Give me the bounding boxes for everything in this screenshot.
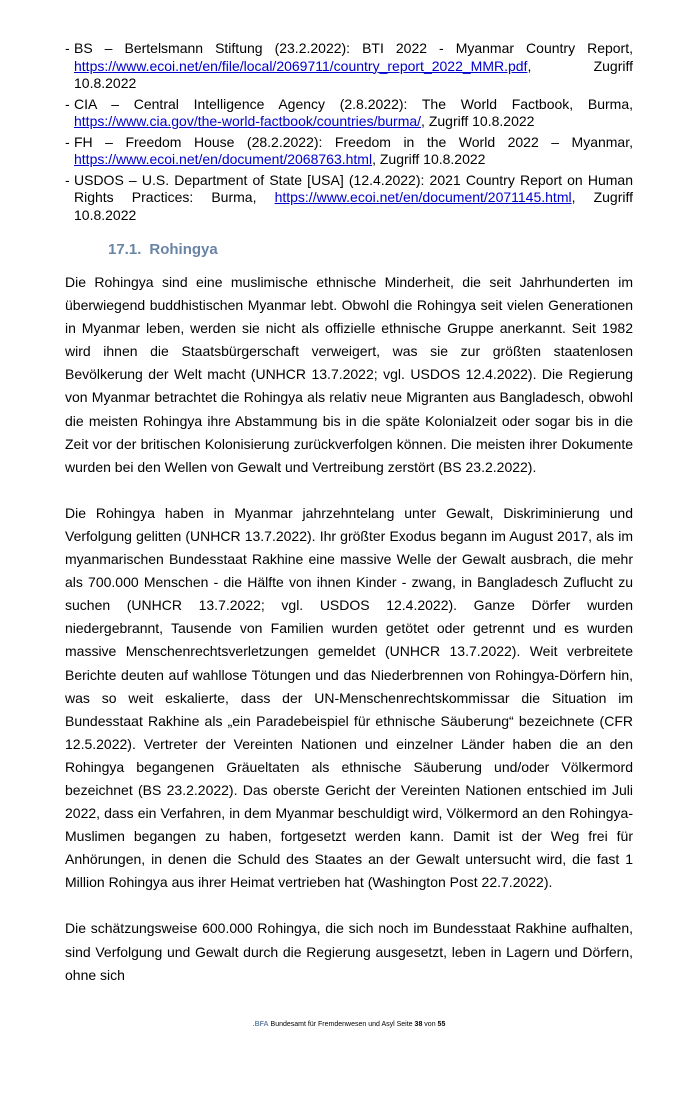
bullet-dash: - [65,133,70,150]
reference-list [65,40,633,227]
bullet-dash: - [65,171,70,188]
bullet-dash: - [65,95,70,112]
reference-access-date: , Zugriff 10.8.2022 [74,57,633,91]
footer-org: Bundesamt für Fremdenwesen und Asyl [270,1020,395,1028]
footer-page-number: 38 [414,1020,423,1028]
reference-item [65,96,633,131]
section-number: 17.1. [108,241,142,258]
reference-access-date: , Zugriff 10.8.2022 [421,113,535,129]
reference-source: FH – Freedom House (28.2.2022): Freedom in the World 2022 – Myanmar, [74,133,633,150]
reference-link[interactable]: https://www.ecoi.net/en/file/local/2069711/country_report_2022_MMR.pdf [74,57,528,74]
page-footer [65,1010,633,1119]
footer-of-label: von [424,1020,436,1028]
body-paragraph: Die schätzungsweise 600.000 Rohingya, die sich noch im Bundesstaat Rakhine aufhalten, sind Verfolgung und Gewalt durch die Regierung ausgesetzt, leben in Lagern und Dörfern, ohne sich [65,920,633,983]
bullet-dash: - [65,40,70,56]
reference-access-date: , Zugriff 10.8.2022 [74,189,634,223]
reference-item [65,40,633,93]
footer-total-pages: 55 [437,1020,446,1028]
reference-item [65,134,633,169]
reference-text [74,134,633,169]
reference-source: BS – Bertelsmann Stiftung (23.2.2022): BTI 2022 - Myanmar Country Report, [74,40,633,56]
body-paragraph: Die Rohingya haben in Myanmar jahrzehntelang unter Gewalt, Diskriminierung und Verfolgung gelitten (UNHCR 13.7.2022). Ihr größter Exodus begann im August 2017, als im myanmarischen Bundesstaat Rakhine eine massive Welle der Gewalt ausbrach, die mehr als 700.000 Menschen - die Hälfte von ihnen Kinder - zwang, in Bangladesch Zuflucht zu suchen (UNHCR 13.7.2022; vgl. USDOS 12.4.2022). Ganze Dörfer wurden niedergebrannt, Tausende von Familien wurden getötet oder getrennt und es wurden massive Menschenrechtsverletzungen gemeldet (UNHCR 13.7.2022). Weit verbreitete Berichte deuten auf wahllose Tötungen und das Niederbrennen von Rohingya-Dörfern hin, was so weit eskalierte, dass der UN-Menschenrechtskommissar die Situation im Bundesstaat Rakhine als „ein Paradebeispiel für ethnische Säuberung“ bezeichnete (CFR 12.5.2022). Vertreter der Vereinten Nationen und einzelner Länder haben die an den Rohingya begangenen Gräueltaten als ethnische Säuberung und/oder Völkermord bezeichnet (BS 23.2.2022). Das oberste Gericht der Vereinten Nationen entschied im Juli 2022, dass ein Verfahren, in dem Myanmar beschuldigt wird, Völkermord an den Rohingya-Muslimen begangen zu haben, fortgesetzt werden kann. Damit ist der Weg frei für Anhörungen, in denen die Schuld des Staates an der Gewalt untersucht wird, die fast 1 Million Rohingya aus ihrer Heimat vertrieben hat (Washington Post 22.7.2022). [65,504,633,891]
reference-text [74,40,633,93]
section-title: Rohingya [149,241,218,258]
reference-link[interactable]: https://www.cia.gov/the-world-factbook/countries/burma/ [74,113,422,129]
reference-source: CIA – Central Intelligence Agency (2.8.2022): The World Factbook, Burma, [74,95,633,112]
reference-link[interactable]: https://www.ecoi.net/en/document/2068763.html [74,151,373,167]
bfa-logo: .BFA [252,1020,269,1028]
body-paragraph: Die Rohingya sind eine muslimische ethnische Minderheit, die seit Jahrhunderten im überwiegend buddhistischen Myanmar lebt. Obwohl die Rohingya seit vielen Generationen in Myanmar leben, werden sie nicht als offizielle ethnische Gruppe anerkannt. Seit 1982 wird ihnen die Staatsbürgerschaft verweigert, was sie zur größten staatenlosen Bevölkerung der Welt macht (UNHCR 13.7.2022; vgl. USDOS 12.4.2022). Die Regierung von Myanmar betrachtet die Rohingya als relativ neue Migranten aus Bangladesch, obwohl die meisten Rohingya ihre Abstammung bis in die späte Kolonialzeit oder sogar bis in die Zeit vor der britischen Kolonisierung zurückverfolgen können. Die meisten ihrer Dokumente wurden bei den Wellen von Gewalt und Vertreibung zerstört (BS 23.2.2022). [65,274,633,475]
reference-link[interactable]: https://www.ecoi.net/en/document/2071145.html [274,189,572,205]
reference-text [74,96,633,131]
section-heading [108,241,633,259]
reference-access-date: , Zugriff 10.8.2022 [372,151,486,167]
footer-page-label: Seite [396,1020,413,1028]
reference-text [74,172,633,225]
reference-source: USDOS – U.S. Department of State [USA] (12.4.2022): 2021 Country Report on Human Rights Practices: Burma, [74,171,633,205]
reference-item [65,172,633,225]
